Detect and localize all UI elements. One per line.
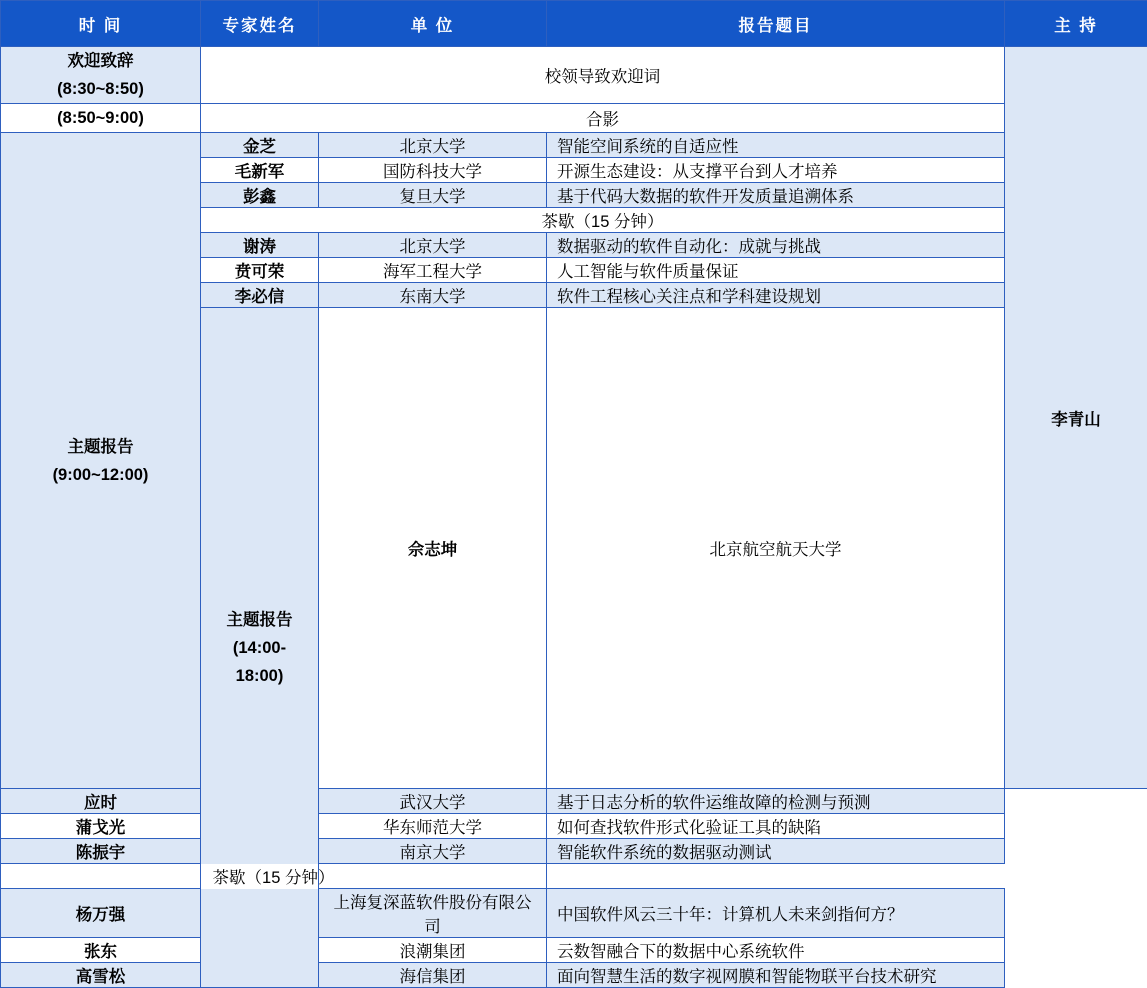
speaker-name: 蒲戈光 bbox=[1, 814, 201, 839]
speaker-name: 杨万强 bbox=[1, 889, 201, 938]
break-row: 茶歇（15 分钟） bbox=[1, 864, 547, 889]
speaker-name: 高雪松 bbox=[1, 963, 201, 988]
time-cell-photo bbox=[1, 104, 201, 133]
speaker-org: 北京大学 bbox=[319, 133, 547, 158]
talk-title: 开源生态建设：从支撑平台到人才培养 bbox=[547, 158, 1005, 183]
talk-title: 中国软件风云三十年：计算机人未来剑指何方？ bbox=[547, 889, 1005, 938]
talk-title: 云数智融合下的数据中心系统软件 bbox=[547, 938, 1005, 963]
column-header-time: 时 间 bbox=[1, 1, 201, 47]
speaker-org: 华东师范大学 bbox=[319, 814, 547, 839]
column-header-speaker: 专家姓名 bbox=[201, 1, 319, 47]
talk-title: 数据驱动的软件自动化：成就与挑战 bbox=[547, 233, 1005, 258]
table-row bbox=[1, 814, 1147, 839]
chair-morning: 李青山 bbox=[1005, 47, 1147, 789]
speaker-name: 李必信 bbox=[201, 283, 319, 308]
talk-title: 基于代码大数据的软件开发质量追溯体系 bbox=[547, 183, 1005, 208]
speaker-name: 彭鑫 bbox=[201, 183, 319, 208]
morning-time-label: 主题报告 bbox=[11, 433, 190, 461]
speaker-name: 毛新军 bbox=[201, 158, 319, 183]
table-row bbox=[1, 839, 1147, 864]
talk-title: 智能空间系统的自适应性 bbox=[547, 133, 1005, 158]
table-row bbox=[1, 938, 1147, 963]
afternoon-time-range: (14:00-18:00) bbox=[211, 634, 308, 690]
speaker-org: 北京航空航天大学 bbox=[547, 308, 1005, 789]
talk-title: 智能软件系统的数据驱动测试 bbox=[547, 839, 1005, 864]
column-header-topic: 报告题目 bbox=[547, 1, 1005, 47]
photo-content: 合影 bbox=[201, 104, 1005, 133]
welcome-time-label: 欢迎致辞 bbox=[11, 47, 190, 75]
column-header-chair: 主 持 bbox=[1005, 1, 1147, 47]
speaker-org: 海信集团 bbox=[319, 963, 547, 988]
table-row bbox=[1, 47, 1147, 104]
talk-title: 如何查找软件形式化验证工具的缺陷 bbox=[547, 814, 1005, 839]
speaker-name: 佘志坤 bbox=[319, 308, 547, 789]
table-header-row bbox=[1, 1, 1147, 47]
speaker-org: 浪潮集团 bbox=[319, 938, 547, 963]
speaker-name: 金芝 bbox=[201, 133, 319, 158]
welcome-time-range: (8:30~8:50) bbox=[11, 75, 190, 103]
break-row: 茶歇（15 分钟） bbox=[201, 208, 1005, 233]
speaker-org: 海军工程大学 bbox=[319, 258, 547, 283]
talk-title: 人工智能与软件质量保证 bbox=[547, 258, 1005, 283]
talk-title: 软件工程核心关注点和学科建设规划 bbox=[547, 283, 1005, 308]
speaker-org: 上海复深蓝软件股份有限公司 bbox=[319, 889, 547, 938]
speaker-org: 武汉大学 bbox=[319, 789, 547, 814]
column-header-organization: 单 位 bbox=[319, 1, 547, 47]
table-row bbox=[1, 789, 1147, 814]
speaker-name: 陈振宇 bbox=[1, 839, 201, 864]
speaker-org: 国防科技大学 bbox=[319, 158, 547, 183]
speaker-org: 北京大学 bbox=[319, 233, 547, 258]
speaker-org: 复旦大学 bbox=[319, 183, 547, 208]
speaker-org: 南京大学 bbox=[319, 839, 547, 864]
photo-time-range: (8:50~9:00) bbox=[11, 104, 190, 132]
afternoon-time-label: 主题报告 bbox=[211, 606, 308, 634]
speaker-name: 张东 bbox=[1, 938, 201, 963]
table-header bbox=[1, 1, 1147, 47]
time-cell-welcome bbox=[1, 47, 201, 104]
table-row bbox=[1, 133, 1147, 158]
speaker-name: 应时 bbox=[1, 789, 201, 814]
table-row bbox=[1, 889, 1147, 938]
table-row bbox=[1, 864, 1147, 889]
table-row bbox=[1, 104, 1147, 133]
welcome-content: 校领导致欢迎词 bbox=[201, 47, 1005, 104]
time-cell-morning bbox=[1, 133, 201, 789]
talk-title: 基于日志分析的软件运维故障的检测与预测 bbox=[547, 789, 1005, 814]
speaker-name: 贲可荣 bbox=[201, 258, 319, 283]
morning-time-range: (9:00~12:00) bbox=[11, 461, 190, 489]
table-body bbox=[1, 47, 1147, 988]
speaker-name: 谢涛 bbox=[201, 233, 319, 258]
talk-title: 面向智慧生活的数字视网膜和智能物联平台技术研究 bbox=[547, 963, 1005, 988]
speaker-org: 东南大学 bbox=[319, 283, 547, 308]
table-row bbox=[1, 963, 1147, 988]
